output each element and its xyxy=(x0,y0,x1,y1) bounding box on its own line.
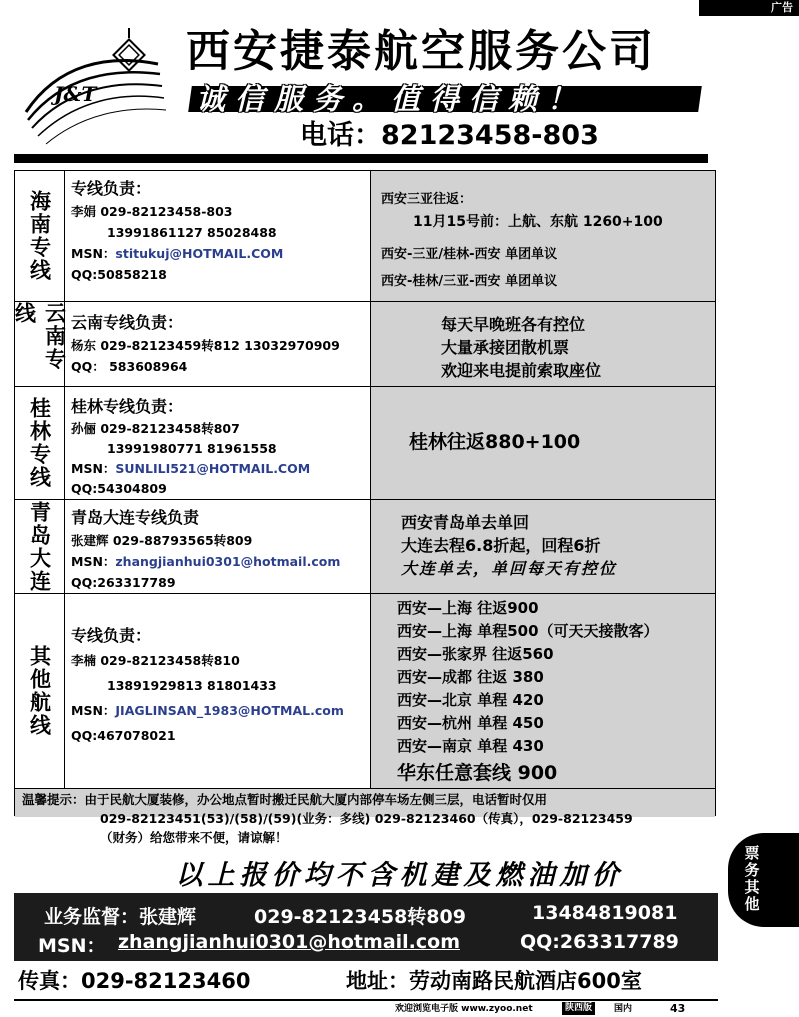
page-number: 43 xyxy=(670,1002,686,1015)
contact-title: 云南专线负责： xyxy=(71,313,184,332)
phone-label: 电话： xyxy=(300,120,381,151)
contact-msn: MSN：SUNLILI521@HOTMAIL.COM xyxy=(71,461,311,476)
route-contact xyxy=(65,387,371,499)
slogan: 诚信服务。值得信赖！ xyxy=(196,82,587,116)
contact-title: 专线负责： xyxy=(71,179,152,198)
phone-number: 82123458-803 xyxy=(381,120,599,151)
route-prices xyxy=(371,171,715,301)
route-contact xyxy=(65,594,371,788)
contact-line: 13991861127 85028488 xyxy=(107,225,277,240)
supervision-phone: 029-82123458转809 xyxy=(254,906,466,928)
contact-qq: QQ： 583608964 xyxy=(71,359,188,374)
price-line: 西安—上海 往返900 xyxy=(397,599,539,617)
ad-label: 广告 xyxy=(699,0,799,16)
notice-label: 温馨提示： xyxy=(22,792,85,807)
side-tab-label: 票务其他 xyxy=(744,844,760,913)
price-line: 西安—杭州 单程 450 xyxy=(397,714,544,732)
header-phone xyxy=(300,118,599,154)
supervision-msn-label: MSN： xyxy=(38,935,106,957)
route-row-qingdao-dalian xyxy=(15,500,715,594)
supervision-qq: QQ:263317789 xyxy=(520,931,679,953)
edition-badge: 陕西版 xyxy=(562,1002,595,1015)
contact-msn: MSN：zhangjianhui0301@hotmail.com xyxy=(71,554,341,569)
price-line: 西安—南京 单程 430 xyxy=(397,737,544,755)
price-line: 华东任意套线 900 xyxy=(397,762,558,784)
price-line: 11月15号前：上航、东航 1260+100 xyxy=(413,214,663,230)
footer-section: 国内 xyxy=(614,1004,633,1014)
contact-line: 13991980771 81961558 xyxy=(107,441,277,456)
route-prices xyxy=(371,594,715,788)
price-line: 大量承接团散机票 xyxy=(441,338,570,357)
notice-line: （财务）给您带来不便，请谅解！ xyxy=(100,830,288,845)
contact-line: 李楠 029-82123458转810 xyxy=(71,653,240,668)
route-contact xyxy=(65,302,371,386)
contact-title: 桂林专线负责： xyxy=(71,397,184,416)
contact-line: 张建辉 029-88793565转809 xyxy=(71,533,253,548)
contact-title: 专线负责： xyxy=(71,626,152,645)
price-line: 西安—北京 单程 420 xyxy=(397,691,544,709)
price-disclaimer xyxy=(0,853,799,892)
msn-link[interactable]: stitukuj@HOTMAIL.COM xyxy=(115,246,284,261)
contact-line: 孙俪 029-82123458转807 xyxy=(71,421,240,436)
route-category: 其他航线 xyxy=(15,594,65,788)
route-category: 青岛大连 xyxy=(15,500,65,593)
company-name: 西安捷泰航空服务公司 xyxy=(186,26,656,77)
notice-line: 029-82123451(53)/(58)/(59)(业务：多线) 029-82123460（传真），029-82123459 xyxy=(100,811,633,826)
route-row-guilin xyxy=(15,387,715,500)
msn-link[interactable]: SUNLILI521@HOTMAIL.COM xyxy=(115,461,311,476)
price-line: 西安—成都 往返 380 xyxy=(397,668,544,686)
contact-line: 13891929813 81801433 xyxy=(107,678,277,693)
contact-qq: QQ:263317789 xyxy=(71,575,176,590)
supervision-label: 业务监督：张建辉 xyxy=(44,906,197,928)
price-line: 西安—张家界 往返560 xyxy=(397,645,554,663)
contact-title: 青岛大连专线负责 xyxy=(71,508,200,527)
price-line: 大连去程6.8折起，回程6折 xyxy=(401,536,601,555)
supervision-msn[interactable]: zhangjianhui0301@hotmail.com xyxy=(118,931,460,953)
price-line: 欢迎来电提前索取座位 xyxy=(441,361,602,380)
msn-link[interactable]: zhangjianhui0301@hotmail.com xyxy=(115,554,341,569)
contact-qq: QQ:50858218 xyxy=(71,267,167,282)
price-line: 西安—上海 单程500（可天天接散客） xyxy=(397,622,659,640)
route-table xyxy=(14,170,716,816)
route-row-yunnan xyxy=(12,302,715,387)
address-line: 地址：劳动南路民航酒店600室 xyxy=(346,969,642,993)
route-prices xyxy=(371,387,715,499)
route-category: 桂林专线 xyxy=(15,387,65,499)
section-side-tab xyxy=(728,833,799,927)
price-line: 西安三亚往返： xyxy=(381,192,473,207)
supervision-mobile: 13484819081 xyxy=(532,902,678,924)
company-logo xyxy=(18,24,168,152)
price-line: 每天早晚班各有控位 xyxy=(441,315,586,334)
route-row-hainan xyxy=(15,171,715,302)
disclaimer-text: 以上报价均不含机建及燃油加价 xyxy=(175,860,624,891)
footer-divider xyxy=(14,999,718,1001)
price-line: 西安-桂林/三亚-西安 单团单议 xyxy=(381,274,558,289)
contact-line: 李娟 029-82123458-803 xyxy=(71,204,233,219)
fax-line: 传真：029-82123460 xyxy=(18,969,251,993)
contact-qq: QQ:54304809 xyxy=(71,481,167,496)
header-divider xyxy=(14,154,708,163)
price-line: 桂林往返880+100 xyxy=(409,431,581,453)
footer-site[interactable]: 欢迎浏览电子版 www.zyoo.net xyxy=(395,1004,533,1014)
contact-msn: MSN：JIAGLINSAN_1983@HOTMAL.com xyxy=(71,703,344,718)
msn-link[interactable]: JIAGLINSAN_1983@HOTMAL.com xyxy=(115,703,344,718)
route-prices xyxy=(371,500,715,593)
supervision-band xyxy=(14,893,718,961)
route-contact xyxy=(65,500,371,593)
price-line: 西安青岛单去单回 xyxy=(401,513,530,532)
route-prices xyxy=(371,302,715,386)
price-line: 西安-三亚/桂林-西安 单团单议 xyxy=(381,247,558,262)
contact-line: 杨东 029-82123459转812 13032970909 xyxy=(71,338,340,353)
route-category: 云南专线 xyxy=(15,302,65,386)
contact-qq: QQ:467078021 xyxy=(71,728,176,743)
route-contact xyxy=(65,171,371,301)
logo-text: J&T xyxy=(54,82,97,106)
notice-line: 由于民航大厦装修，办公地点暂时搬迁民航大厦内部停车场左侧三层，电话暂时仅用 xyxy=(84,792,548,807)
route-category: 海南专线 xyxy=(15,171,65,301)
route-row-other xyxy=(15,594,715,789)
notice-text xyxy=(22,790,712,847)
price-line: 大连单去，单回每天有控位 xyxy=(401,559,618,578)
contact-msn: MSN：stitukuj@HOTMAIL.COM xyxy=(71,246,284,261)
